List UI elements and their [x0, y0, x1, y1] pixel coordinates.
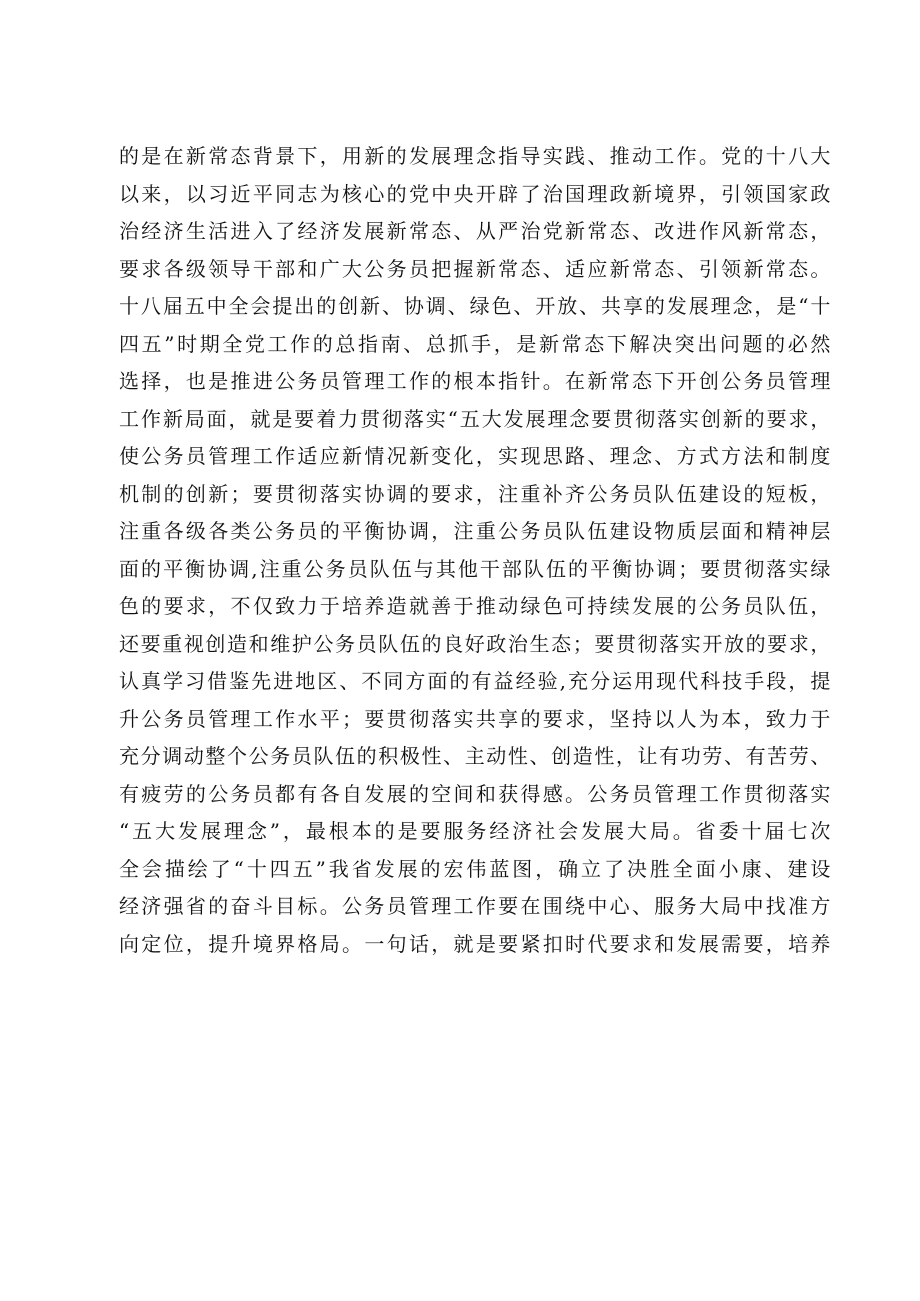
text-line: 色的要求，不仅致力于培养造就善于推动绿色可持续发展的公务员队伍，	[119, 594, 831, 618]
text-line: 要求各级领导干部和广大公务员把握新常态、适应新常态、引领新常态。	[119, 256, 831, 281]
text-line: 治经济生活进入了经济发展新常态、从严治党新常态、改进作风新常态，	[119, 219, 831, 243]
text-line: 升公务员管理工作水平；要贯彻落实共享的要求，坚持以人为本，致力于	[119, 706, 831, 731]
text-line: 十八届五中全会提出的创新、协调、绿色、开放、共享的发展理念，是“十	[119, 294, 831, 318]
text-line: “五大发展理念”，最根本的是要服务经济社会发展大局。省委十届七次	[119, 819, 831, 843]
text-line: 向定位，提升境界格局。一句话，就是要紧扣时代要求和发展需要，培养	[119, 931, 831, 956]
text-line: 四五”时期全党工作的总指南、总抓手，是新常态下解决突出问题的必然	[119, 331, 831, 356]
text-line: 认真学习借鉴先进地区、不同方面的有益经验,充分运用现代科技手段，提	[119, 669, 831, 693]
text-line: 有疲劳的公务员都有各自发展的空间和获得感。公务员管理工作贯彻落实	[119, 781, 831, 806]
text-line: 机制的创新；要贯彻落实协调的要求，注重补齐公务员队伍建设的短板，	[119, 481, 831, 506]
text-line: 选择，也是推进公务员管理工作的根本指针。在新常态下开创公务员管理	[119, 369, 831, 393]
text-line: 使公务员管理工作适应新情况新变化，实现思路、理念、方式方法和制度	[119, 444, 831, 468]
text-line: 充分调动整个公务员队伍的积极性、主动性、创造性，让有功劳、有苦劳、	[119, 744, 831, 768]
text-line: 全会描绘了“十四五”我省发展的宏伟蓝图，确立了决胜全面小康、建设	[119, 856, 831, 881]
text-line: 以来，以习近平同志为核心的党中央开辟了治国理政新境界，引领国家政	[119, 181, 831, 206]
text-line: 工作新局面，就是要着力贯彻落实“五大发展理念要贯彻落实创新的要求，	[119, 406, 831, 431]
text-line: 面的平衡协调,注重公务员队伍与其他干部队伍的平衡协调；要贯彻落实绿	[119, 556, 831, 581]
text-line: 注重各级各类公务员的平衡协调，注重公务员队伍建设物质层面和精神层	[119, 519, 831, 543]
body-paragraph	[119, 138, 831, 963]
text-line: 经济强省的奋斗目标。公务员管理工作要在围绕中心、服务大局中找准方	[119, 894, 831, 918]
text-line: 的是在新常态背景下，用新的发展理念指导实践、推动工作。党的十八大	[119, 144, 831, 168]
text-line: 还要重视创造和维护公务员队伍的良好政治生态；要贯彻落实开放的要求，	[119, 631, 831, 656]
